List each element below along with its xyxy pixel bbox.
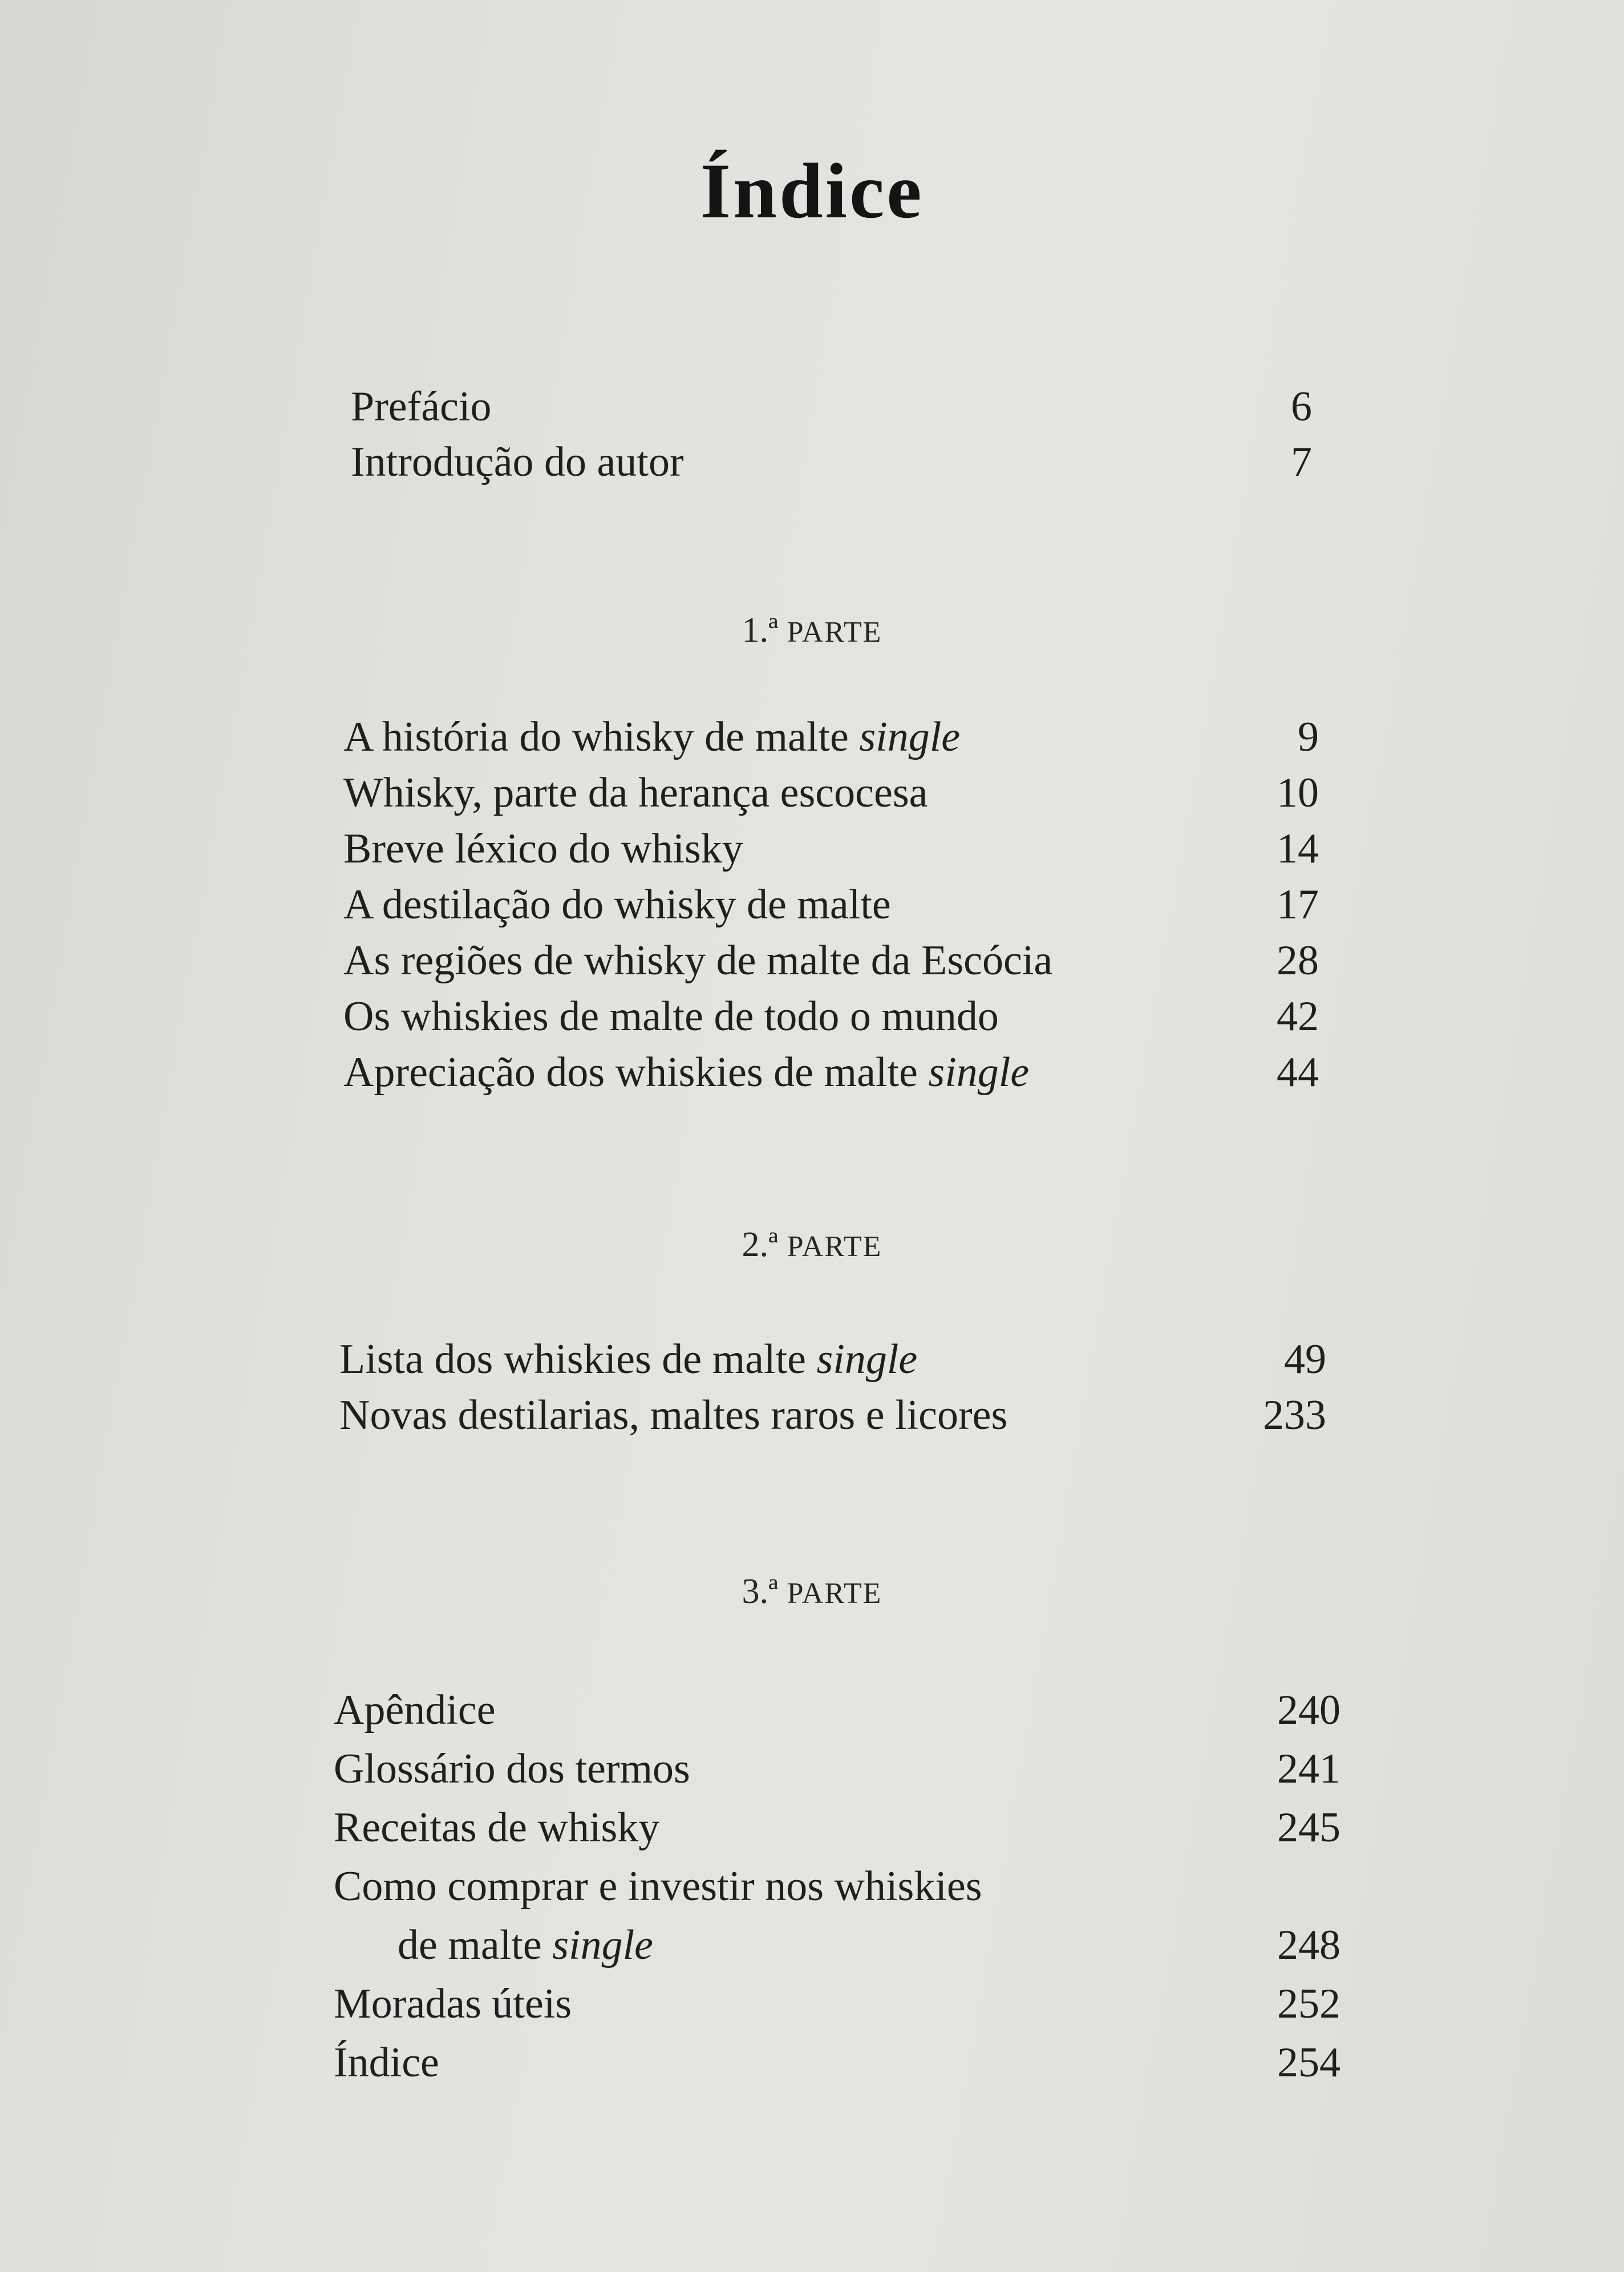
toc-entry-label: Os whiskies de malte de todo o mundo — [343, 993, 999, 1040]
toc-entry[interactable] — [343, 879, 1319, 930]
toc-entry-page: 240 — [1277, 1687, 1340, 1734]
toc-entry-italic: single — [928, 1049, 1030, 1096]
part-number: 3.ª — [742, 1572, 779, 1611]
toc-entry[interactable] — [343, 711, 1319, 763]
toc-entry-page: 252 — [1277, 1981, 1340, 2027]
toc-entry[interactable] — [334, 1978, 1340, 2030]
toc-entry-label: Introdução do autor — [351, 439, 684, 485]
toc-entry-page: 233 — [1263, 1392, 1326, 1439]
part-word: PARTE — [787, 1577, 882, 1610]
toc-entry[interactable] — [343, 823, 1319, 874]
part-word: PARTE — [787, 616, 882, 649]
part-2-heading — [0, 1222, 1624, 1270]
toc-entry-label: Prefácio — [351, 383, 492, 430]
toc-entry-page: 7 — [1291, 439, 1312, 485]
toc-entry-page: 248 — [1277, 1922, 1340, 1969]
toc-entry[interactable] — [343, 991, 1319, 1042]
toc-entry-label: A destilação do whisky de malte — [343, 881, 891, 928]
toc-entry-label: Como comprar e investir nos whiskies — [334, 1863, 982, 1910]
toc-entry[interactable] — [334, 1861, 1340, 1912]
toc-entry-label: Lista dos whiskies de malte single — [339, 1336, 918, 1383]
toc-entry[interactable] — [343, 767, 1319, 819]
toc-entry-label: Apreciação dos whiskies de malte single — [343, 1049, 1030, 1096]
toc-entry[interactable] — [343, 935, 1319, 986]
toc-entry-label: Moradas úteis — [334, 1981, 572, 2027]
toc-entry[interactable] — [334, 1684, 1340, 1736]
toc-entry[interactable] — [334, 1802, 1340, 1853]
toc-entry-page: 9 — [1298, 714, 1319, 760]
toc-entry-label: Whisky, parte da herança escocesa — [343, 770, 928, 816]
toc-entry-page: 10 — [1277, 770, 1319, 816]
toc-entry-italic: single — [859, 714, 961, 760]
toc-entry-page: 254 — [1277, 2039, 1340, 2086]
toc-entry-label: de malte single — [398, 1922, 653, 1969]
toc-entry-label: Índice — [334, 2039, 439, 2086]
part-word: PARTE — [787, 1230, 882, 1263]
toc-entry-page: 17 — [1277, 881, 1319, 928]
toc-entry-page: 28 — [1277, 937, 1319, 984]
part-1-heading — [0, 608, 1624, 655]
toc-entry-label: Breve léxico do whisky — [343, 825, 743, 872]
toc-entry-page: 42 — [1277, 993, 1319, 1040]
toc-entry[interactable] — [334, 2037, 1340, 2088]
toc-entry-label: Apêndice — [334, 1687, 496, 1734]
part-number: 2.ª — [742, 1225, 779, 1264]
toc-entry-label: Glossário dos termos — [334, 1745, 690, 1792]
part-number: 1.ª — [742, 611, 779, 650]
toc-entry-label: Receitas de whisky — [334, 1804, 660, 1851]
toc-entry-page: 14 — [1277, 825, 1319, 872]
toc-entry-page: 49 — [1284, 1336, 1326, 1383]
toc-entry-introducao[interactable] — [351, 436, 1312, 488]
toc-entry-label: A história do whisky de malte single — [343, 714, 961, 760]
toc-entry-prefacio[interactable] — [351, 381, 1312, 432]
toc-entry-label: Novas destilarias, maltes raros e licores — [339, 1392, 1008, 1439]
toc-entry[interactable] — [339, 1334, 1326, 1385]
toc-entry[interactable] — [339, 1390, 1326, 1441]
toc-entry-page: 241 — [1277, 1745, 1340, 1792]
part-3-heading — [0, 1569, 1624, 1617]
toc-entry-continuation[interactable] — [334, 1919, 1340, 1971]
toc-entry-page: 6 — [1291, 383, 1312, 430]
toc-entry-page: 245 — [1277, 1804, 1340, 1851]
toc-entry-page: 44 — [1277, 1049, 1319, 1096]
toc-entry-italic: single — [552, 1922, 653, 1969]
toc-entry[interactable] — [343, 1047, 1319, 1098]
toc-entry[interactable] — [334, 1743, 1340, 1795]
toc-entry-italic: single — [816, 1336, 918, 1383]
toc-entry-label: As regiões de whisky de malte da Escócia — [343, 937, 1053, 984]
page-title: Índice — [700, 147, 924, 234]
